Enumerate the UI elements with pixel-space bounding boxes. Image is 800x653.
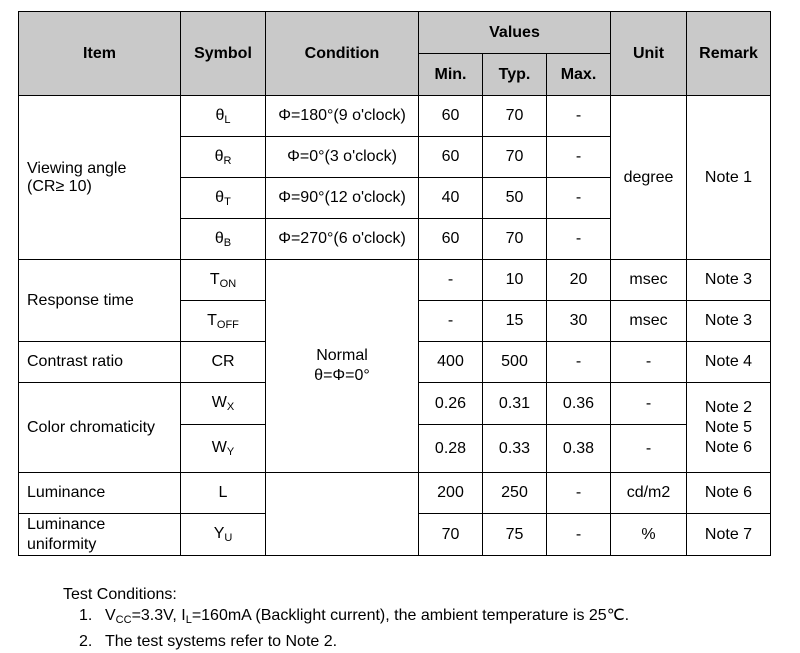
header-condition: Condition [266, 12, 419, 96]
item-luminance-uniformity: Luminance uniformity [19, 514, 181, 556]
remark-cell: Note 3 [687, 301, 771, 342]
min-cell: 40 [419, 178, 483, 219]
header-values: Values [419, 12, 611, 54]
optical-spec-table [18, 11, 771, 556]
min-cell: - [419, 301, 483, 342]
unit-cell: msec [611, 260, 687, 301]
condition-cell: Φ=270°(6 o'clock) [266, 219, 419, 260]
condition-blank [266, 473, 419, 556]
max-cell: - [547, 342, 611, 383]
remark-cell: Note 6 [687, 473, 771, 514]
header-min: Min. [419, 54, 483, 96]
typ-cell: 15 [483, 301, 547, 342]
symbol-cell: $W_X$ [181, 383, 266, 425]
typ-cell: 10 [483, 260, 547, 301]
table-row [19, 473, 771, 514]
unit-cell: - [611, 342, 687, 383]
typ-cell: 70 [483, 219, 547, 260]
header-max: Max. [547, 54, 611, 96]
typ-cell: 50 [483, 178, 547, 219]
typ-cell: 70 [483, 96, 547, 137]
header-remark: Remark [687, 12, 771, 96]
typ-cell: 500 [483, 342, 547, 383]
max-cell: - [547, 178, 611, 219]
max-cell: 30 [547, 301, 611, 342]
typ-cell: 250 [483, 473, 547, 514]
test-conditions [63, 584, 629, 652]
max-cell: - [547, 137, 611, 178]
min-cell: 70 [419, 514, 483, 556]
max-cell: 0.38 [547, 425, 611, 473]
max-cell: - [547, 473, 611, 514]
remark-cell: Note 7 [687, 514, 771, 556]
remark-cell: Note 4 [687, 342, 771, 383]
header-unit: Unit [611, 12, 687, 96]
item-viewing-angle: Viewing angle (CR≥ 10) [19, 96, 181, 260]
min-cell: 60 [419, 219, 483, 260]
min-cell: 60 [419, 137, 483, 178]
typ-cell: 75 [483, 514, 547, 556]
table-row [19, 260, 771, 301]
symbol-cell: CR [181, 342, 266, 383]
min-cell: - [419, 260, 483, 301]
table-row [19, 96, 771, 137]
condition-cell: Φ=180°(9 o'clock) [266, 96, 419, 137]
unit-cell: % [611, 514, 687, 556]
remark-cell: Note 2 Note 5 Note 6 [687, 383, 771, 473]
item-contrast-ratio: Contrast ratio [19, 342, 181, 383]
max-cell: 20 [547, 260, 611, 301]
header-typ: Typ. [483, 54, 547, 96]
test-condition-2: 2. The test systems refer to Note 2. [79, 633, 338, 650]
min-cell: 400 [419, 342, 483, 383]
symbol-cell: $Y_U$ [181, 514, 266, 556]
symbol-cell: $T_{ON}$ [181, 260, 266, 301]
max-cell: 0.36 [547, 383, 611, 425]
typ-cell: 70 [483, 137, 547, 178]
unit-cell: cd/m2 [611, 473, 687, 514]
symbol-cell: $\theta_L$ [181, 96, 266, 137]
test-conditions-title: Test Conditions: [63, 586, 177, 603]
item-response-time: Response time [19, 260, 181, 342]
min-cell: 0.26 [419, 383, 483, 425]
remark-cell: Note 3 [687, 260, 771, 301]
min-cell: 200 [419, 473, 483, 514]
item-color-chromaticity: Color chromaticity [19, 383, 181, 473]
max-cell: - [547, 514, 611, 556]
item-luminance: Luminance [19, 473, 181, 514]
typ-cell: 0.31 [483, 383, 547, 425]
symbol-cell: $\theta_B$ [181, 219, 266, 260]
symbol-cell: $\theta_R$ [181, 137, 266, 178]
max-cell: - [547, 96, 611, 137]
condition-cell: Φ=90°(12 o'clock) [266, 178, 419, 219]
unit-cell: - [611, 425, 687, 473]
symbol-cell: L [181, 473, 266, 514]
unit-cell: degree [611, 96, 687, 260]
min-cell: 0.28 [419, 425, 483, 473]
unit-cell: msec [611, 301, 687, 342]
condition-cell: Φ=0°(3 o'clock) [266, 137, 419, 178]
min-cell: 60 [419, 96, 483, 137]
condition-normal: Normal θ=Φ=0° [266, 260, 419, 473]
remark-cell: Note 1 [687, 96, 771, 260]
max-cell: - [547, 219, 611, 260]
symbol-cell: $W_Y$ [181, 425, 266, 473]
test-condition-1: 1. $V_{CC}=3.3V$, $I_L=160mA$ (Backlight current), the ambient temperature is 25℃. [79, 607, 630, 626]
header-symbol: Symbol [181, 12, 266, 96]
symbol-cell: $\theta_T$ [181, 178, 266, 219]
header-item: Item [19, 12, 181, 96]
symbol-cell: $T_{OFF}$ [181, 301, 266, 342]
unit-cell: - [611, 383, 687, 425]
typ-cell: 0.33 [483, 425, 547, 473]
